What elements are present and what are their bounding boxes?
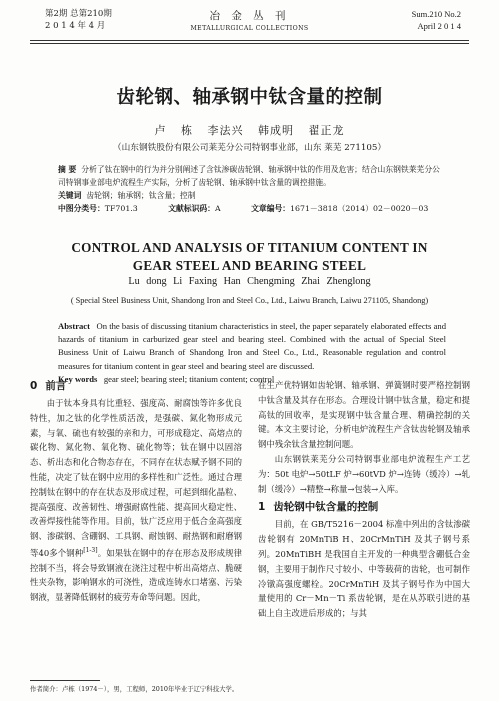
journal-name-cn: 冶 金 丛 刊 <box>209 10 290 22</box>
abstract-label-en: Abstract <box>58 321 90 331</box>
section-0-heading <box>30 378 242 394</box>
section-1-paragraph: 目前，在 GB/T5216－2004 标准中列出的含钛渗碳齿轮钢有 20MnTiB H、20CrMnTiH 及其子钢号系列。20MnTiBH 是我国自主开发的一种典型含硼低合金钢，主要用于制作尺寸较小、中等载荷的齿轮，也可制作冷镦高强度螺栓。20CrMnTiH 及其子钢号作为中国大量使用的 Cr－Mn－Ti 系齿轮钢，是在从苏联引进的基础上自主改进后形成的；与其 <box>258 519 470 619</box>
keywords-en: gear steel; bearing steel; titanium content; control <box>103 373 275 384</box>
title-en-line1: CONTROL AND ANALYSIS OF TITANIUM CONTENT IN <box>71 240 428 255</box>
issue-cn: 第2期 总第210期 <box>45 9 112 19</box>
keywords-label-cn: 关键词 <box>58 191 82 200</box>
abstract-label-cn: 摘 要 <box>58 165 77 174</box>
journal-name-en: METALLURGICAL COLLECTIONS <box>190 25 309 32</box>
authors-cn: 卢 栋 李法兴 韩成明 翟正龙 <box>154 124 345 137</box>
journal-header <box>0 0 499 58</box>
footnote-rule <box>30 680 100 681</box>
section-1-title: 齿轮钢中钛含量的控制 <box>273 501 379 514</box>
author-footnote: 作者简介：卢栋（1974－），男，工程师，2010年毕业于辽宁科技大学。 <box>30 685 239 693</box>
doc-value: A <box>214 204 221 213</box>
section-0-text: 由于钛本身具有比重轻、强度高、耐腐蚀等许多优良特性，加之钛的化学性质活泼，是强碳、氮化物形成元素，与氧、硫也有较强的亲和力，可形成稳定、高熔点的碳化物、氮化物、氧化物、硫化物等；钛在钢中以固溶态、析出态和化合物态存在，不同存在状态赋予钢不同的性能，决定了钛在钢中应用的多样性和广泛性。通过合理控制钛在钢中的存在状态及形成过程，可起到细化晶粒、提高强度、改善韧性、增强耐腐性能、提高回火稳定性、改善焊接性能等作用。目前，钛广泛应用于低合金高强度钢、渗碳钢、含硼钢、工具钢、耐蚀钢、耐热钢和耐磨钢等40多个钢种 <box>30 398 242 558</box>
abstract-text-en: On the basis of discussing titanium characteristics in steel, the paper separately elaborated effects and hazards of titanium in carburized gear steel and bearing steel. Combined with the actual of Special Steel Business Unit of Laiwu Branch of Shandong Iron and Steel Co., Ltd., Reasonable regulation and control measures for titanium content in gear steel and bearing steel are discussed. <box>58 321 446 371</box>
abstract-en <box>58 320 446 386</box>
citation: [1-3] <box>83 546 98 554</box>
authors-en: Lu dong Li Faxing Han Chengming Zhai Zhenglong <box>128 276 371 287</box>
section-0-number: 0 <box>30 380 38 392</box>
date-cn: 2 0 1 4 年 4 月 <box>45 21 106 31</box>
section-0-paragraph <box>30 396 242 605</box>
header-rule-thin <box>30 43 469 44</box>
section-0-title: 前言 <box>45 380 67 392</box>
paper-title-en <box>0 239 499 275</box>
right-column <box>258 378 470 621</box>
header-right <box>412 8 461 32</box>
header-rule <box>30 40 469 41</box>
date-en: April 2 0 1 4 <box>417 21 461 31</box>
left-column <box>30 378 242 605</box>
affiliation-cn: （山东钢铁股份有限公司莱芜分公司特钢事业部，山东 莱芜 271105） <box>112 143 387 153</box>
article-label: 文章编号： <box>251 204 291 213</box>
classification-row <box>58 202 443 215</box>
doc-label: 文献标识码： <box>168 204 215 213</box>
section-1-heading <box>258 499 470 515</box>
paper-title-cn: 齿轮钢、轴承钢中钛含量的控制 <box>116 87 383 108</box>
process-paragraph: 山东钢铁莱芜分公司特钢事业部电炉流程生产工艺为：50t 电炉→50tLF 炉→60tVD 炉→连铸（缓冷）→轧制（缓冷）→精整→称量→包装→入库。 <box>258 453 470 494</box>
clc-label: 中图分类号： <box>58 204 105 213</box>
title-en-line2: GEAR STEEL AND BEARING STEEL <box>132 258 367 273</box>
issue-en: Sum.210 No.2 <box>411 9 461 19</box>
clc-value: TF701.3 <box>104 204 138 213</box>
continued-paragraph: 在生产优特钢如齿轮钢、轴承钢、弹簧钢时要严格控制钢中钛含量及其存在形态。合理设计钢中钛含量，稳定和提高钛的回收率，是实现钢中钛含量合理、精确控制的关键。本文主要讨论，分析电炉流程生产含钛齿轮钢及轴承钢中残余钛含量控制问题。 <box>258 380 470 450</box>
article-value: 1671－3818（2014）02－0020－03 <box>290 204 429 213</box>
abstract-text-cn: 分析了钛在钢中的行为并分别阐述了含钛渗碳齿轮钢、轴承钢中钛的作用及危害；结合山东钢铁莱芜分公司特钢事业部电炉流程生产实际，分析了齿轮钢、轴承钢中钛含量的调控措施。 <box>58 165 440 187</box>
section-1-number: 1 <box>258 501 266 514</box>
section-0-text-cont: 。如果钛在钢中的存在形态及形成规律控制不当，将会导致钢液在浇注过程中析出高熔点、脆硬性夹杂物，影响钢水的可浇性，造成连铸水口堵塞、污染钢液，显著降低钢材的疲劳寿命等问题。因此， <box>30 547 242 603</box>
affiliation-en: ( Special Steel Business Unit, Shandong Iron and Steel Co., Ltd., Laiwu Branch, Laiwu 271105, Shandong) <box>70 296 429 305</box>
keywords-cn: 齿轮钢；轴承钢；钛含量；控制 <box>86 191 196 200</box>
keywords-label-en: Key words <box>58 373 98 384</box>
abstract-cn <box>58 163 443 215</box>
